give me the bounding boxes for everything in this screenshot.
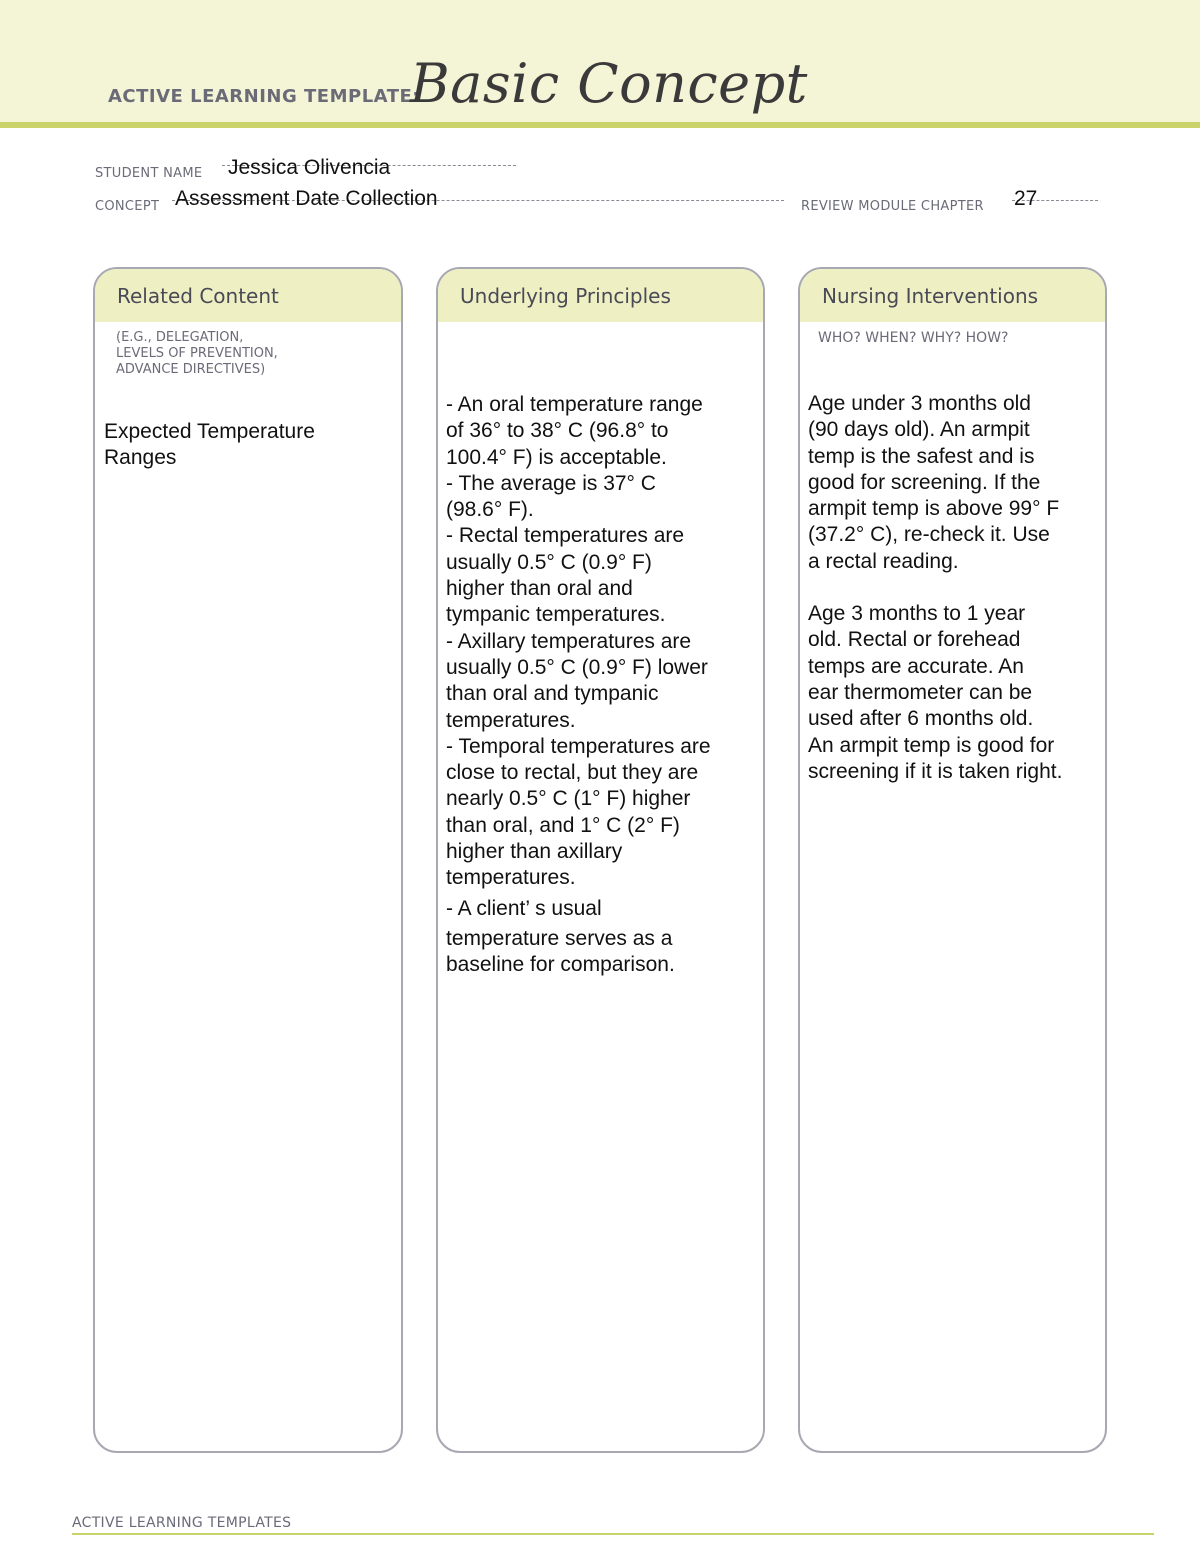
body-line: nearly 0.5° C (1° F) higher [446, 787, 691, 811]
underlying-principles-body[interactable] [446, 392, 711, 979]
body-line: - Rectal temperatures are [446, 524, 685, 548]
body-line: - An oral temperature range [446, 393, 703, 416]
header-rule [0, 122, 1200, 128]
body-line: tympanic temperatures. [446, 603, 666, 627]
nursing-interventions-subtitle: WHO? WHEN? WHY? HOW? [818, 330, 1009, 346]
footer-rule [72, 1533, 1154, 1535]
body-line: old. Rectal or forehead [808, 628, 1021, 652]
body-line: armpit temp is above 99° F [808, 497, 1060, 521]
related-content-body[interactable] [104, 419, 315, 472]
body-line: (37.2° C), re-check it. Use [808, 523, 1050, 547]
underlying-principles-header [438, 269, 763, 322]
body-line: used after 6 months old. [808, 707, 1034, 731]
body-line: Expected Temperature [104, 420, 315, 443]
body-line: - Temporal temperatures are [446, 734, 711, 758]
body-line: - Axillary temperatures are [446, 629, 692, 653]
nursing-interventions-title: Nursing Interventions [822, 283, 1039, 308]
body-line: - The average is 37° C [446, 471, 656, 495]
paragraph-spacer [808, 575, 1062, 601]
related-content-subtitle-line: ADVANCE DIRECTIVES) [116, 362, 266, 377]
body-line: temperatures. [446, 708, 576, 732]
template-title: Basic Concept [410, 52, 808, 115]
body-line: Age under 3 months old [808, 392, 1031, 415]
nursing-interventions-body[interactable] [808, 391, 1062, 785]
body-line: (98.6° F). [446, 498, 534, 522]
body-line: temp is the safest and is [808, 444, 1035, 468]
body-line: temperature serves as a [446, 926, 673, 950]
body-line: a rectal reading. [808, 549, 959, 573]
related-content-header [95, 269, 401, 322]
body-line: usually 0.5° C (0.9° F) lower [446, 655, 708, 679]
body-line: close to rectal, but they are [446, 761, 699, 785]
nursing-interventions-header [800, 269, 1105, 322]
related-content-panel [93, 267, 403, 1453]
body-line: screening if it is taken right. [808, 759, 1063, 783]
related-content-subtitle-line: LEVELS OF PREVENTION, [116, 346, 278, 361]
concept-field[interactable]: Assessment Date Collection [175, 187, 438, 210]
body-line: higher than axillary [446, 840, 623, 864]
related-content-subtitle [116, 330, 278, 378]
body-line: - A client’ s usual [446, 896, 602, 920]
nursing-interventions-panel [798, 267, 1107, 1453]
body-line: than oral, and 1° C (2° F) [446, 813, 680, 837]
body-line: than oral and tympanic [446, 682, 659, 706]
related-content-subtitle-line: (E.G., DELEGATION, [116, 330, 244, 345]
body-line: temperatures. [446, 866, 576, 890]
body-line: temps are accurate. An [808, 654, 1024, 678]
body-line: of 36° to 38° C (96.8° to [446, 419, 669, 443]
body-line: ear thermometer can be [808, 680, 1033, 704]
body-line: usually 0.5° C (0.9° F) [446, 550, 652, 574]
body-line: 100.4° F) is acceptable. [446, 445, 667, 469]
related-content-title: Related Content [117, 283, 279, 308]
review-module-label: REVIEW MODULE CHAPTER [801, 199, 984, 214]
student-name-label: STUDENT NAME [95, 166, 203, 181]
underlying-principles-title: Underlying Principles [460, 283, 671, 308]
review-module-field[interactable]: 27 [1014, 187, 1038, 210]
body-line: baseline for comparison. [446, 953, 675, 977]
body-line: Ranges [104, 446, 177, 470]
body-line: higher than oral and [446, 577, 633, 601]
body-line: Age 3 months to 1 year [808, 602, 1026, 626]
body-line: good for screening. If the [808, 470, 1041, 494]
body-line: (90 days old). An armpit [808, 418, 1030, 442]
underlying-principles-panel [436, 267, 765, 1453]
body-line: An armpit temp is good for [808, 733, 1055, 757]
template-label: ACTIVE LEARNING TEMPLATE: [108, 86, 420, 107]
footer-label: ACTIVE LEARNING TEMPLATES [72, 1515, 292, 1531]
student-name-field[interactable]: Jessica Olivencia [228, 156, 391, 179]
concept-label: CONCEPT [95, 199, 160, 214]
